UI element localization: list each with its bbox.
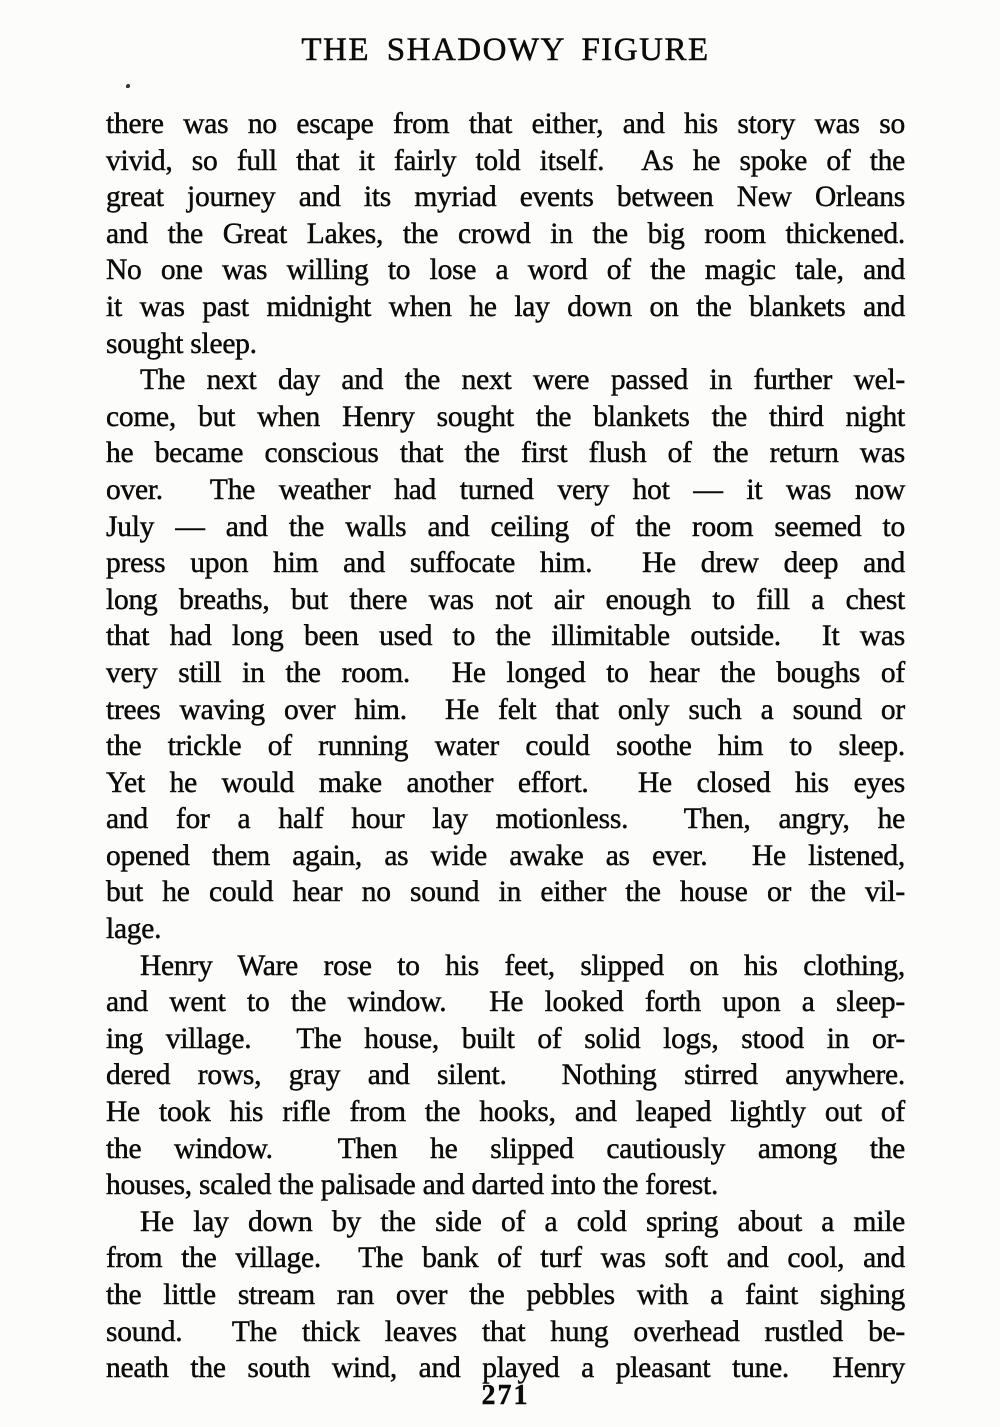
text-line: sound. The thick leaves that hung overhead rustled be- bbox=[106, 1315, 905, 1348]
text-line: press upon him and suffocate him. He drew deep and bbox=[106, 547, 905, 580]
text-line: Yet he would make another effort. He closed his eyes bbox=[106, 766, 905, 799]
text-line: neath the south wind, and played a pleasant tune. Henry bbox=[106, 1352, 905, 1385]
page-title: THE SHADOWY FIGURE bbox=[301, 32, 710, 68]
text-line: and for a half hour lay motionless. Then, angry, he bbox=[106, 803, 905, 836]
text-line: trees waving over him. He felt that only such a sound or bbox=[106, 693, 905, 726]
text-line: and the Great Lakes, the crowd in the big room thickened. bbox=[106, 217, 905, 250]
text-line: vivid, so full that it fairly told itself. As he spoke of the bbox=[106, 144, 905, 177]
text-line: great journey and its myriad events between New Orleans bbox=[106, 181, 905, 214]
text-line: that had long been used to the illimitable outside. It was bbox=[106, 620, 905, 653]
text-line: the trickle of running water could soothe him to sleep. bbox=[106, 730, 905, 763]
text-line: from the village. The bank of turf was soft and cool, and bbox=[106, 1242, 905, 1275]
page-number: 271 bbox=[481, 1380, 530, 1411]
text-line: sought sleep. bbox=[106, 327, 257, 360]
text-line: Henry Ware rose to his feet, slipped on his clothing, bbox=[140, 949, 905, 982]
text-line: He took his rifle from the hooks, and leaped lightly out of bbox=[106, 1096, 905, 1129]
text-line: ing village. The house, built of solid logs, stood in or- bbox=[106, 1022, 905, 1055]
text-line: there was no escape from that either, and his story was so bbox=[106, 108, 905, 140]
text-line: The next day and the next were passed in further wel- bbox=[140, 364, 905, 397]
text-line: but he could hear no sound in either the house or the vil- bbox=[106, 876, 905, 909]
text-line: and went to the window. He looked forth upon a sleep- bbox=[106, 986, 905, 1019]
text-line: July — and the walls and ceiling of the room seemed to bbox=[106, 510, 905, 543]
text-line: over. The weather had turned very hot — it was now bbox=[106, 473, 905, 506]
ink-speck bbox=[126, 84, 130, 88]
text-block bbox=[106, 106, 905, 1387]
text-line: the window. Then he slipped cautiously among the bbox=[106, 1132, 905, 1165]
text-line: He lay down by the side of a cold spring about a mile bbox=[140, 1205, 905, 1238]
text-line: it was past midnight when he lay down on the blankets and bbox=[106, 290, 905, 323]
text-line: very still in the room. He longed to hear the boughs of bbox=[106, 656, 905, 689]
text-line: the little stream ran over the pebbles with a faint sighing bbox=[106, 1279, 905, 1311]
text-line: No one was willing to lose a word of the magic tale, and bbox=[106, 254, 905, 287]
text-line: dered rows, gray and silent. Nothing stirred anywhere. bbox=[106, 1059, 905, 1092]
text-line: come, but when Henry sought the blankets the third night bbox=[106, 400, 905, 433]
text-line: long breaths, but there was not air enough to fill a chest bbox=[106, 583, 905, 616]
text-line: opened them again, as wide awake as ever. He listened, bbox=[106, 839, 905, 872]
text-line: lage. bbox=[106, 913, 162, 946]
text-line: houses, scaled the palisade and darted into the forest. bbox=[106, 1169, 719, 1202]
text-line: he became conscious that the first flush of the return was bbox=[106, 437, 905, 470]
